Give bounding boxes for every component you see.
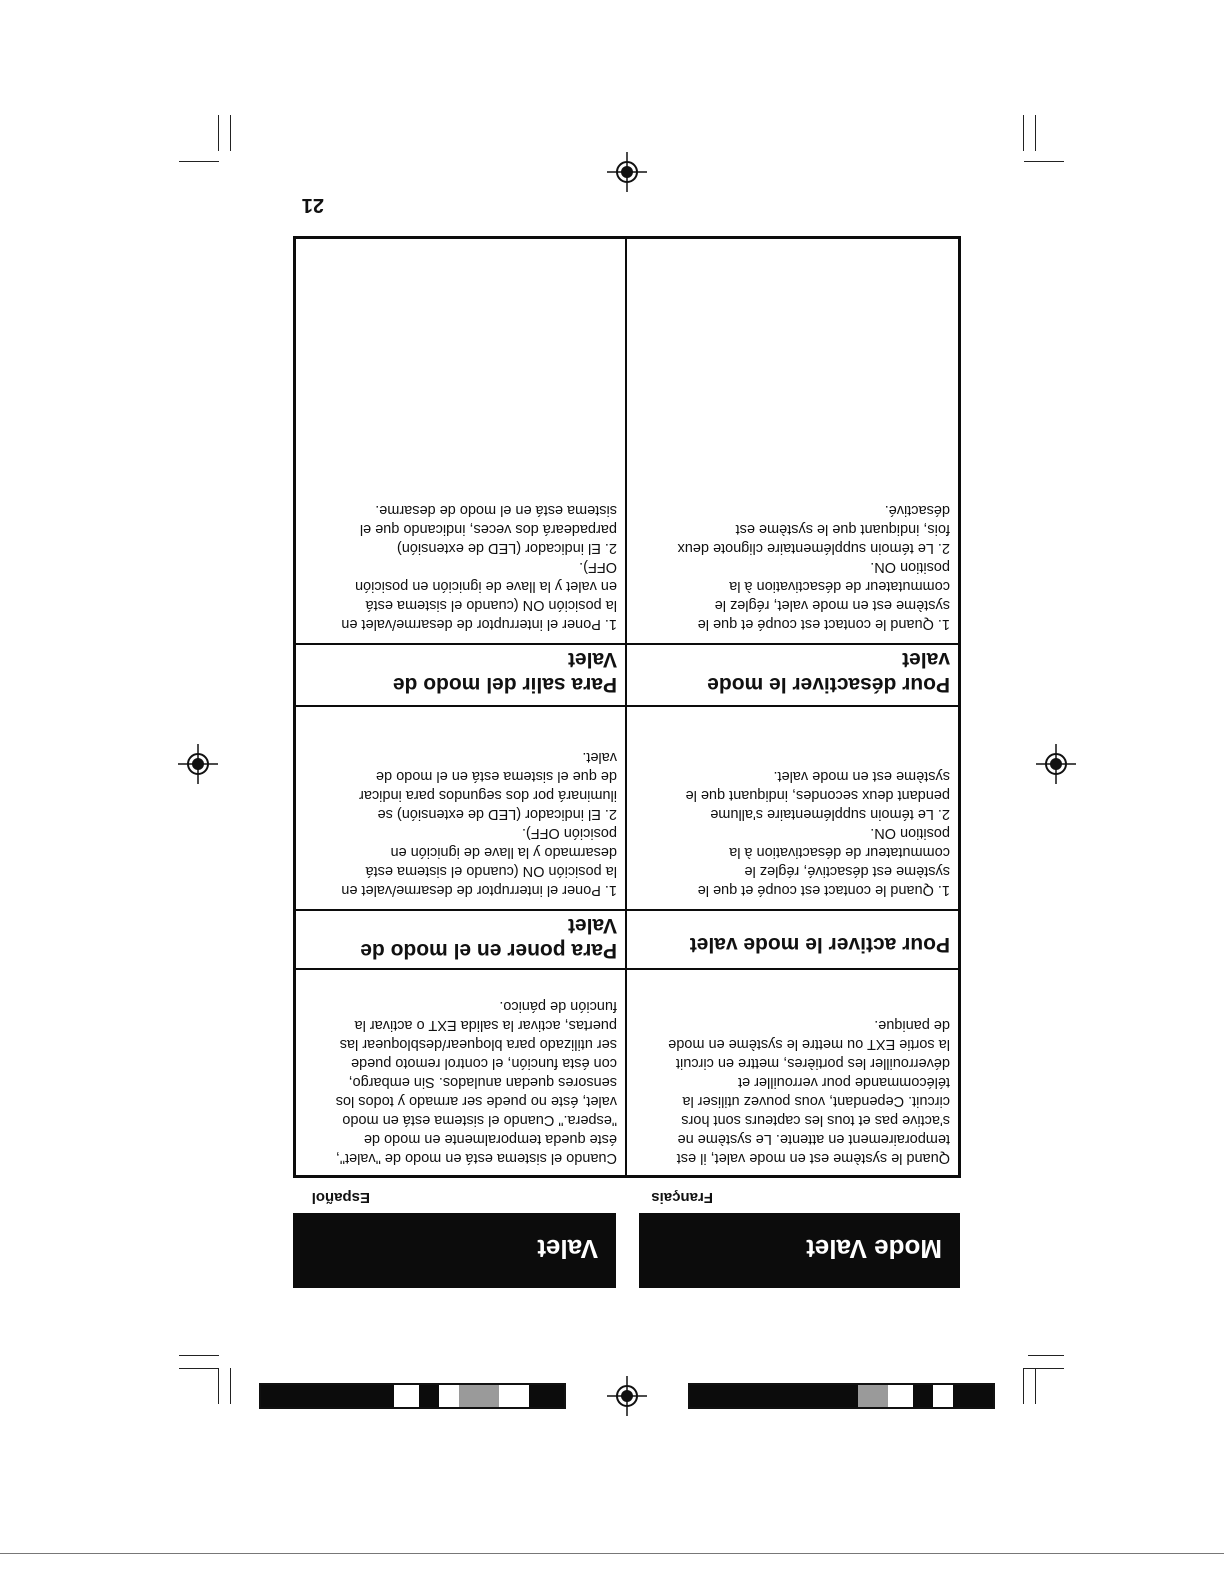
- right-section2-body: 1. Poner el interruptor de desarme/valet en la posición ON (cuando el sistema está en valet y la llave de ignición en posición OFF). 2. El indicador (LED de extensión) parpadeará dos veces, indicando que el sistema está en el modo de desarme.: [341, 502, 617, 632]
- left-title-box: [639, 1213, 960, 1288]
- right-language-label: Español: [311, 1189, 370, 1206]
- crop-mark: [1035, 115, 1036, 151]
- crop-mark: [218, 1368, 219, 1404]
- crop-mark: [179, 1355, 219, 1356]
- crop-mark: [1024, 1368, 1064, 1369]
- page-number: 21: [301, 194, 324, 216]
- crop-mark: [230, 115, 231, 151]
- right-section2-heading: Para salir del modo de Valet: [392, 648, 617, 696]
- row-divider: [296, 705, 958, 707]
- left-intro-text: Quand le système est en mode valet, il est temporairement en attente. Le système ne s'active pas et tous les capteurs sont hors circuit. Cependant, vous pouvez utiliser la télécommande pour verrouiller et déverrouiller les portières, mettre en circuit la sortie EXT ou mettre le système en mode de panique.: [668, 1017, 950, 1166]
- crop-mark: [1024, 161, 1064, 162]
- crop-mark: [230, 1368, 231, 1404]
- crop-mark: [1028, 1355, 1064, 1356]
- right-title-box: [293, 1213, 616, 1288]
- crop-mark: [1023, 1368, 1024, 1404]
- content-table: [293, 236, 961, 1178]
- left-section1-body: 1. Quand le contact est coupé et que le système est désactivé, réglez le commutateur de désactivation à la position ON. 2. Le témoin supplémentaire s'allume pendant deux secondes, indiquant que le système est en mode valet.: [685, 768, 950, 898]
- row-divider: [296, 968, 958, 970]
- registration-mark-icon: [607, 152, 647, 192]
- scan-edge-line: [0, 1553, 1224, 1554]
- crop-mark: [179, 161, 219, 162]
- crop-mark: [218, 115, 219, 151]
- left-section1-heading: Pour activer le mode valet: [689, 933, 950, 956]
- column-divider: [625, 239, 627, 1175]
- right-intro-text: Cuando el sistema está en modo de "valet", éste queda temporalmente en modo de "espera." Cuando el sistema está en modo valet, éste no puede ser armado y todos los sensores quedan anulados. Sin embargo, con ésta función, el control remoto puede ser utilizado para bloquear/desbloquear las puertas, activar la salida EXT o activar la función de pánico.: [335, 998, 617, 1166]
- registration-mark-icon: [1036, 744, 1076, 784]
- color-bar-right: [259, 1383, 566, 1409]
- registration-mark-icon: [178, 744, 218, 784]
- row-divider: [296, 643, 958, 645]
- row-divider: [296, 909, 958, 911]
- right-section1-body: 1. Poner el interruptor de desarme/valet en la posición ON (cuando el sistema está desarmado y la llave de ignición en posición OFF). 2. El indicador (LED de extensión) se iluminará por dos segundos para indicar de que el sistema está en el modo de valet.: [341, 749, 617, 898]
- left-title: Mode Valet: [806, 1234, 942, 1264]
- left-section2-body: 1. Quand le contact est coupé et que le système est en mode valet, réglez le commutateur de désactivation à la position ON. 2. Le témoin supplémentaire clignote deux fois, indiquant que le système est désactivé.: [677, 502, 950, 632]
- color-bar-left: [688, 1383, 995, 1409]
- crop-mark: [179, 1368, 219, 1369]
- right-section1-heading: Para poner en el modo de Valet: [360, 914, 617, 962]
- right-title: Valet: [537, 1234, 598, 1264]
- registration-mark-icon: [607, 1376, 647, 1416]
- left-language-label: Français: [651, 1189, 713, 1206]
- left-section2-heading: Pour désactiver le mode valet: [707, 648, 950, 696]
- crop-mark: [1035, 1368, 1036, 1404]
- crop-mark: [1023, 115, 1024, 151]
